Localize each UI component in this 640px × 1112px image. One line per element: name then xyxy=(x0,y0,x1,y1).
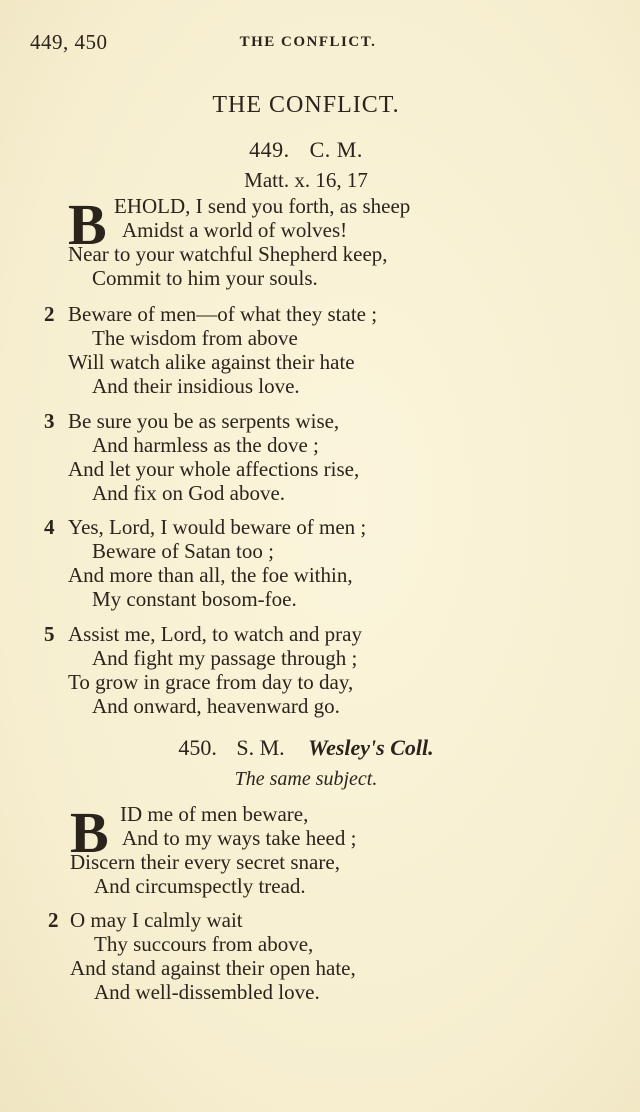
stanza-line: And stand against their open hate, xyxy=(70,956,356,980)
stanza-number: 5 xyxy=(44,622,55,646)
stanza-line: Assist me, Lord, to watch and pray xyxy=(68,622,362,646)
stanza-line: And fix on God above. xyxy=(92,481,286,505)
page-numbers: 449, 450 xyxy=(30,30,108,54)
stanza-line: Beware of Satan too ; xyxy=(92,539,274,563)
stanza-line: Thy succours from above, xyxy=(94,932,314,956)
stanza-line: Amidst a world of wolves! xyxy=(122,218,348,242)
stanza-line: And let your whole affections rise, xyxy=(68,457,360,481)
stanza-number: 4 xyxy=(44,515,55,539)
stanza-number: 2 xyxy=(48,908,59,932)
stanza-line: ID me of men beware, xyxy=(120,802,309,826)
running-head: THE CONFLICT. xyxy=(239,34,377,50)
hymn-number: 450. xyxy=(178,735,217,760)
stanza-line: Commit to him your souls. xyxy=(92,266,318,290)
stanza-line: And well-dissembled love. xyxy=(94,980,320,1004)
stanza-line: My constant bosom-foe. xyxy=(92,587,297,611)
hymn-meter: C. M. xyxy=(309,137,363,162)
drop-cap: B xyxy=(68,192,107,257)
stanza-line: Yes, Lord, I would beware of men ; xyxy=(68,515,367,539)
stanza-line: And circumspectly tread. xyxy=(94,874,306,898)
stanza-line: And their insidious love. xyxy=(92,374,300,398)
hymn-number: 449. xyxy=(249,137,290,162)
stanza-line: To grow in grace from day to day, xyxy=(68,670,354,694)
stanza-line: And harmless as the dove ; xyxy=(92,433,319,457)
stanza-number: 2 xyxy=(44,302,55,326)
hymn-meter: S. M. xyxy=(236,735,285,760)
stanza-line: Be sure you be as serpents wise, xyxy=(68,409,340,433)
stanza-line: The wisdom from above xyxy=(92,326,298,350)
stanza-line: And fight my passage through ; xyxy=(92,646,358,670)
drop-cap: B xyxy=(70,800,109,865)
hymn-subject: The same subject. xyxy=(234,768,378,790)
stanza-line: And to my ways take heed ; xyxy=(122,826,357,850)
stanza-number: 3 xyxy=(44,409,55,433)
section-title: THE CONFLICT. xyxy=(212,92,400,118)
stanza-line: Near to your watchful Shepherd keep, xyxy=(68,242,388,266)
hymn-449-heading xyxy=(0,137,612,163)
stanza-line: O may I calmly wait xyxy=(70,908,243,932)
stanza-line: Beware of men—of what they state ; xyxy=(68,302,378,326)
stanza-line: And more than all, the foe within, xyxy=(68,563,353,587)
stanza-line: And onward, heavenward go. xyxy=(92,694,340,718)
stanza-line: Will watch alike against their hate xyxy=(68,350,355,374)
stanza-line: Discern their every secret snare, xyxy=(70,850,340,874)
scripture-reference: Matt. x. 16, 17 xyxy=(244,168,368,192)
hymn-450-heading xyxy=(0,735,612,761)
stanza-line: EHOLD, I send you forth, as sheep xyxy=(114,194,411,218)
hymn-attribution: Wesley's Coll. xyxy=(308,735,434,760)
